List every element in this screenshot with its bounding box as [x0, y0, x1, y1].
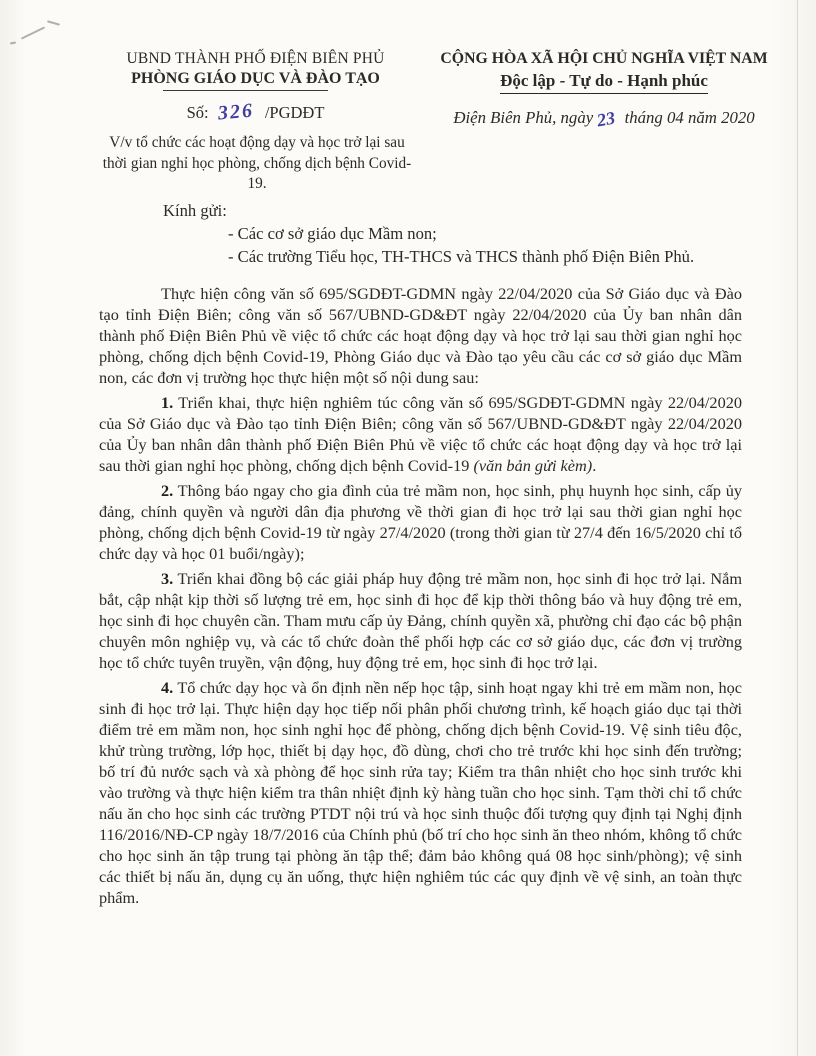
body-item-4	[99, 677, 742, 908]
item-number: 2.	[161, 481, 174, 500]
doc-number-suffix: /PGDĐT	[264, 103, 325, 122]
body-item-2	[99, 480, 742, 564]
body-item-1	[99, 392, 742, 476]
doc-number-prefix: Số:	[186, 103, 209, 122]
national-title: CỘNG HÒA XÃ HỘI CHỦ NGHĨA VIỆT NAM	[440, 50, 768, 67]
item-tail: .	[592, 456, 597, 475]
place-date-line	[428, 107, 780, 131]
item-number: 4.	[161, 678, 174, 697]
issuing-org-name: PHÒNG GIÁO DỤC VÀ ĐÀO TẠO	[131, 70, 380, 87]
national-header-block	[428, 50, 780, 94]
pen-scribble-mark	[21, 26, 45, 39]
recipient-item: - Các cơ sở giáo dục Mầm non;	[228, 224, 437, 243]
item-number: 3.	[161, 569, 174, 588]
item-text: Triển khai đồng bộ các giải pháp huy động trẻ mầm non, học sinh đi học trở lại. Nắm bắt, cập nhật kịp thời số lượng trẻ em, học sinh đi học để kịp thời thông báo và huy động trẻ em, học sinh đi học chuyên cần. Tham mưu cấp ủy Đảng, chính quyền xã, phường chỉ đạo các bộ phận chuyên môn nghiệp vụ, và các tổ chức đoàn thể phối hợp các cơ sở giáo dục, các đơn vị trường học tổ chức tuyên truyền, vận động, huy động trẻ em, học sinh đi học trở lại.	[99, 569, 742, 672]
national-motto: Độc lập - Tự do - Hạnh phúc	[500, 71, 708, 94]
item-text: Thông báo ngay cho gia đình của trẻ mầm non, học sinh, phụ huynh học sinh, cấp ủy đảng, chính quyền và người dân địa phương về thời gian đi học trở lại sau thời gian nghỉ học phòng, chống dịch bệnh Covid-19 từ ngày 27/4/2020 (trong thời gian từ 27/4 đến 16/5/2020 chỉ tổ chức dạy và học 01 buổi/ngày);	[99, 481, 742, 563]
body-item-3	[99, 568, 742, 673]
scan-edge-line	[797, 0, 798, 1056]
issuing-org-parent: UBND THÀNH PHỐ ĐIỆN BIÊN PHỦ	[126, 50, 385, 67]
date-prefix: Điện Biên Phủ, ngày	[453, 108, 594, 127]
item-italic-note: (văn bản gửi kèm)	[473, 456, 593, 475]
item-number: 1.	[161, 393, 174, 412]
date-suffix: tháng 04 năm 2020	[624, 108, 755, 127]
document-number-line	[88, 101, 423, 124]
recipient-item: - Các trường Tiểu học, TH-THCS và THCS thành phố Điện Biên Phủ.	[228, 246, 695, 266]
handwritten-day: 23	[595, 107, 617, 131]
issuing-org-block	[88, 50, 423, 88]
intro-paragraph: Thực hiện công văn số 695/SGDĐT-GDMN ngày 22/04/2020 của Sở Giáo dục và Đào tạo tỉnh Điện Biên; công văn số 567/UBND-GD&ĐT ngày 22/04/2020 của Ủy ban nhân dân thành phố Điện Biên Phủ về việc tổ chức các hoạt động dạy và học trở lại sau thời gian nghỉ học phòng, chống dịch bệnh Covid-19, Phòng Giáo dục và Đào tạo yêu cầu các cơ sở giáo dục Mầm non, các đơn vị trường học thực hiện một số nội dung sau:	[99, 284, 742, 387]
salutation: Kính gửi:	[163, 201, 227, 220]
recipients-block	[163, 201, 694, 268]
item-text: Triển khai, thực hiện nghiêm túc công văn số 695/SGDĐT-GDMN ngày 22/04/2020 của Sở Giáo dục và Đào tạo tỉnh Điện Biên; công văn số 567/UBND-GD&ĐT ngày 22/04/2020 của Ủy ban nhân dân thành phố Điện Biên Phủ về việc tổ chức các hoạt động dạy và học trở lại sau thời gian nghỉ học phòng, chống dịch bệnh Covid-19	[99, 393, 742, 475]
handwritten-doc-number: 326	[216, 99, 255, 125]
pen-scribble-mark	[10, 41, 16, 44]
item-text: Tổ chức dạy học và ổn định nền nếp học tập, sinh hoạt ngay khi trẻ em mầm non, học sinh đi học trở lại. Thực hiện dạy học tiếp nối phân phối chương trình, kế hoạch giáo dục tại thời điểm trẻ em mầm non, học sinh nghỉ học để phòng, chống dịch bệnh Covid-19. Vệ sinh tiêu độc, khử trùng trường, lớp học, thiết bị dạy học, đồ dùng, chơi cho trẻ trước khi học sinh đến trường; bố trí đủ nước sạch và xà phòng để học sinh rửa tay; Kiểm tra thân nhiệt cho học sinh trước khi vào trường và thực hiện kiểm tra thân nhiệt định kỳ hàng tuần cho học sinh. Tạm thời chỉ tổ chức nấu ăn cho học sinh các trường PTDT nội trú và học sinh thuộc đối tượng quy định tại Nghị định 116/2016/NĐ-CP ngày 18/7/2016 của Chính phủ (bố trí cho học sinh ăn theo nhóm, không tổ chức cho học sinh ăn tập trung tại phòng ăn tập thể; đảm bảo không quá 08 học sinh/phòng); vệ sinh các thiết bị nấu ăn, dụng cụ ăn uống, thực hiện nghiêm túc các quy định về vệ sinh, an toàn thực phẩm.	[99, 678, 742, 907]
pen-scribble-mark	[47, 20, 60, 26]
document-subject: V/v tổ chức các hoạt động dạy và học trở lại sau thời gian nghỉ học phòng, chống dịch bệnh Covid-19.	[102, 134, 412, 192]
document-body	[99, 283, 742, 912]
